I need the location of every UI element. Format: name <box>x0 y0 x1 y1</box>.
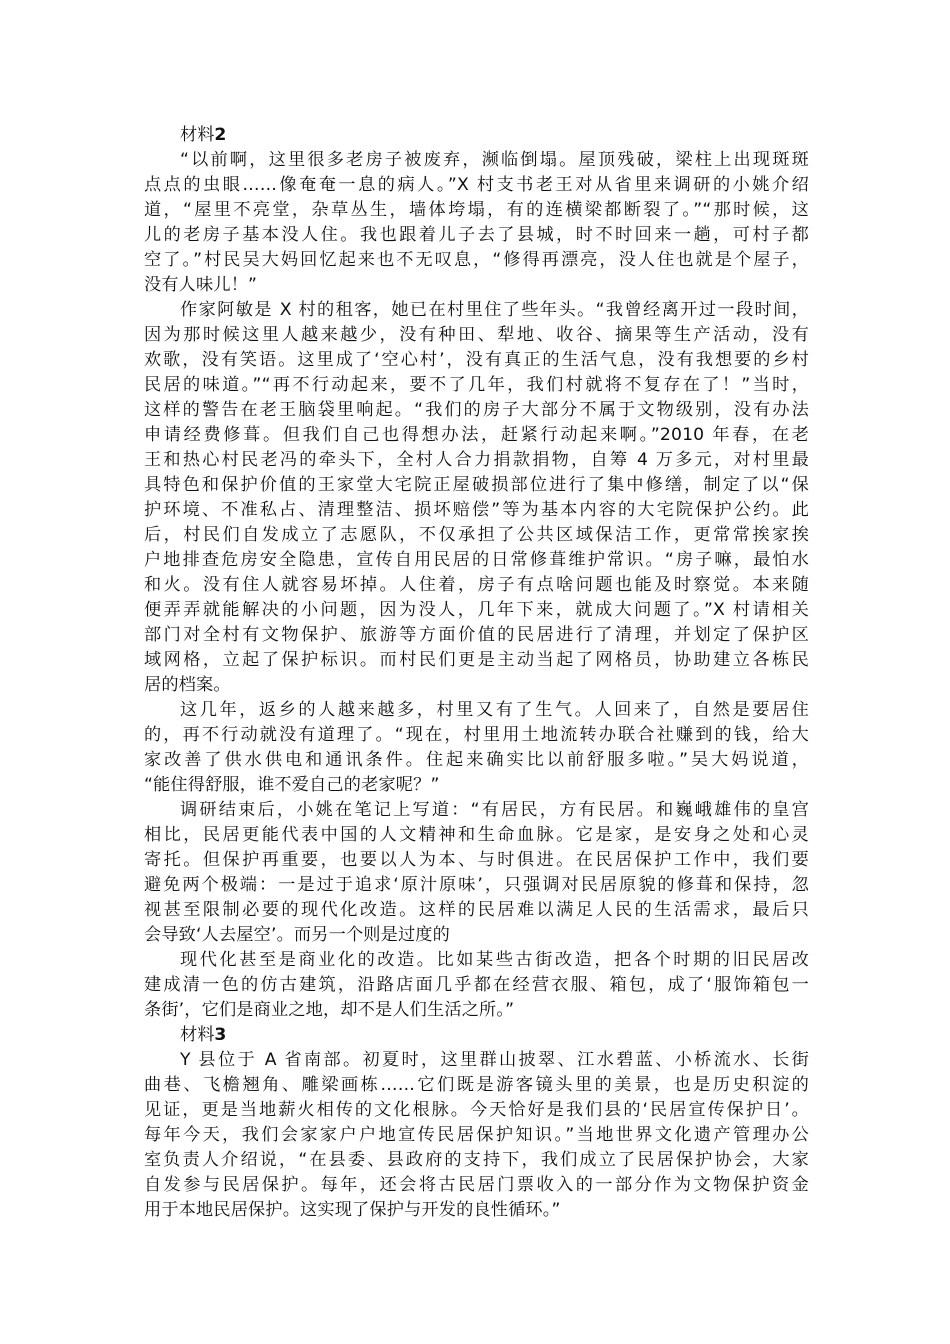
text-line: 视甚至限制必要的现代化改造。这样的民居难以满足人民的生活需求，最后只 <box>144 900 809 920</box>
text-line: 室负责人介绍说，“在县委、县政府的支持下，我们成立了民居保护协会，大家 <box>144 1150 809 1170</box>
text-line: 家改善了供水供电和通讯条件。住起来确实比以前舒服多啦。”吴大妈说道， <box>144 750 809 770</box>
text-line: 建成清一色的仿古建筑，沿路店面几乎都在经营衣服、箱包，成了‘服饰箱包一 <box>144 975 809 995</box>
text-line: 护环境、不准私占、清理整洁、损坏赔偿”等为基本内容的大宅院保护公约。此 <box>144 500 809 520</box>
text-line: 儿的老房子基本没人住。我也跟着儿子去了县城，时不时回来一趟，可村子都 <box>144 225 809 245</box>
material-3-heading-number: 3 <box>214 1025 227 1045</box>
text-line: 具特色和保护价值的王家堂大宅院正屋破损部位进行了集中修缮，制定了以“保 <box>144 475 809 495</box>
text-line: 用于本地民居保护。这实现了保护与开发的良性循环。” <box>144 1200 561 1220</box>
text-line: 每年今天，我们会家家户户地宣传民居保护知识。”当地世界文化遗产管理办公 <box>144 1125 809 1145</box>
text-line: 欢歌，没有笑语。这里成了‘空心村’，没有真正的生活气息，没有我想要的乡村 <box>144 350 809 370</box>
text-line: 申请经费修葺。但我们自己也得想办法，赶紧行动起来啊。”2010 年春，在老 <box>144 425 809 445</box>
text-line: 户地排查危房安全隐患，宣传自用民居的日常修葺维护常识。“房子嘛，最怕水 <box>144 550 809 570</box>
text-line: 会导致‘人去屋空’。而另一个则是过度的 <box>144 925 450 945</box>
text-line: 没有人味儿！” <box>144 275 258 295</box>
text-line: 部门对全村有文物保护、旅游等方面价值的民居进行了清理，并划定了保护区 <box>144 625 809 645</box>
text-line: 因为那时候这里人越来越少，没有种田、犁地、收谷、摘果等生产活动，没有 <box>144 325 809 345</box>
text-line: “能住得舒服，谁不爱自己的老家呢？” <box>144 775 440 795</box>
text-line: 空了。”村民吴大妈回忆起来也不无叹息，“修得再漂亮，没人住也就是个屋子， <box>144 250 809 270</box>
text-line: 避免两个极端：一是过于追求‘原汁原味’，只强调对民居原貌的修葺和保持，忽 <box>144 875 809 895</box>
text-line: 这样的警告在老王脑袋里响起。“我们的房子大部分不属于文物级别，没有办法 <box>144 400 809 420</box>
text-line: 的，再不行动就没有道理了。“现在，村里用土地流转办联合社赚到的钱，给大 <box>144 725 809 745</box>
text-line: 曲巷、飞檐翘角、雕梁画栋……它们既是游客镜头里的美景，也是历史积淀的 <box>144 1075 809 1095</box>
text-line: 见证，更是当地薪火相传的文化根脉。今天恰好是我们县的‘民居宣传保护日’。 <box>144 1100 809 1120</box>
text-line: 后，村民们自发成立了志愿队，不仅承担了公共区域保洁工作，更常常挨家挨 <box>144 525 809 545</box>
text-line: “以前啊，这里很多老房子被废弃，濒临倒塌。屋顶残破，梁柱上出现斑斑 <box>180 150 809 170</box>
text-line: 作家阿敏是 X 村的租客，她已在村里住了些年头。“我曾经离开过一段时间， <box>180 300 809 320</box>
material-3-heading-label: 材料 <box>180 1025 215 1045</box>
text-line: 调研结束后，小姚在笔记上写道：“有居民，方有民居。和巍峨雄伟的皇宫 <box>180 800 809 820</box>
text-line: 民居的味道。”“再不行动起来，要不了几年，我们村就将不复存在了！”当时， <box>144 375 809 395</box>
text-line: 自发参与民居保护。每年，还会将古民居门票收入的一部分作为文物保护资金 <box>144 1175 809 1195</box>
text-line: 域网格，立起了保护标识。而村民们更是主动当起了网格员，协助建立各栋民 <box>144 650 809 670</box>
material-3-heading <box>180 1023 226 1048</box>
text-line: Y 县位于 A 省南部。初夏时，这里群山披翠、江水碧蓝、小桥流水、长街 <box>180 1050 809 1070</box>
text-line: 这几年，返乡的人越来越多，村里又有了生气。人回来了，自然是要居住 <box>180 700 809 720</box>
material-2-heading <box>180 123 226 148</box>
text-line: 寄托。但保护再重要，也要以人为本、与时俱进。在民居保护工作中，我们要 <box>144 850 809 870</box>
text-line: 点点的虫眼……像奄奄一息的病人。”X 村支书老王对从省里来调研的小姚介绍 <box>144 175 809 195</box>
material-2-heading-number: 2 <box>214 125 227 145</box>
text-line: 条街’，它们是商业之地，却不是人们生活之所。” <box>144 1000 515 1020</box>
text-line: 现代化甚至是商业化的改造。比如某些古街改造，把各个时期的旧民居改 <box>180 950 809 970</box>
text-line: 道，“屋里不亮堂，杂草丛生，墙体垮塌，有的连横梁都断裂了。”“那时候，这 <box>144 200 809 220</box>
text-line: 和火。没有住人就容易坏掉。人住着，房子有点啥问题也能及时察觉。本来随 <box>144 575 809 595</box>
text-line: 相比，民居更能代表中国的人文精神和生命血脉。它是家，是安身之处和心灵 <box>144 825 809 845</box>
material-2-heading-label: 材料 <box>180 125 215 145</box>
text-line: 王和热心村民老冯的牵头下，全村人合力捐款捐物，自筹 4 万多元，对村里最 <box>144 450 809 470</box>
text-line: 便弄弄就能解决的小问题，因为没人，几年下来，就成大问题了。”X 村请相关 <box>144 600 809 620</box>
text-line: 居的档案。 <box>144 675 231 695</box>
